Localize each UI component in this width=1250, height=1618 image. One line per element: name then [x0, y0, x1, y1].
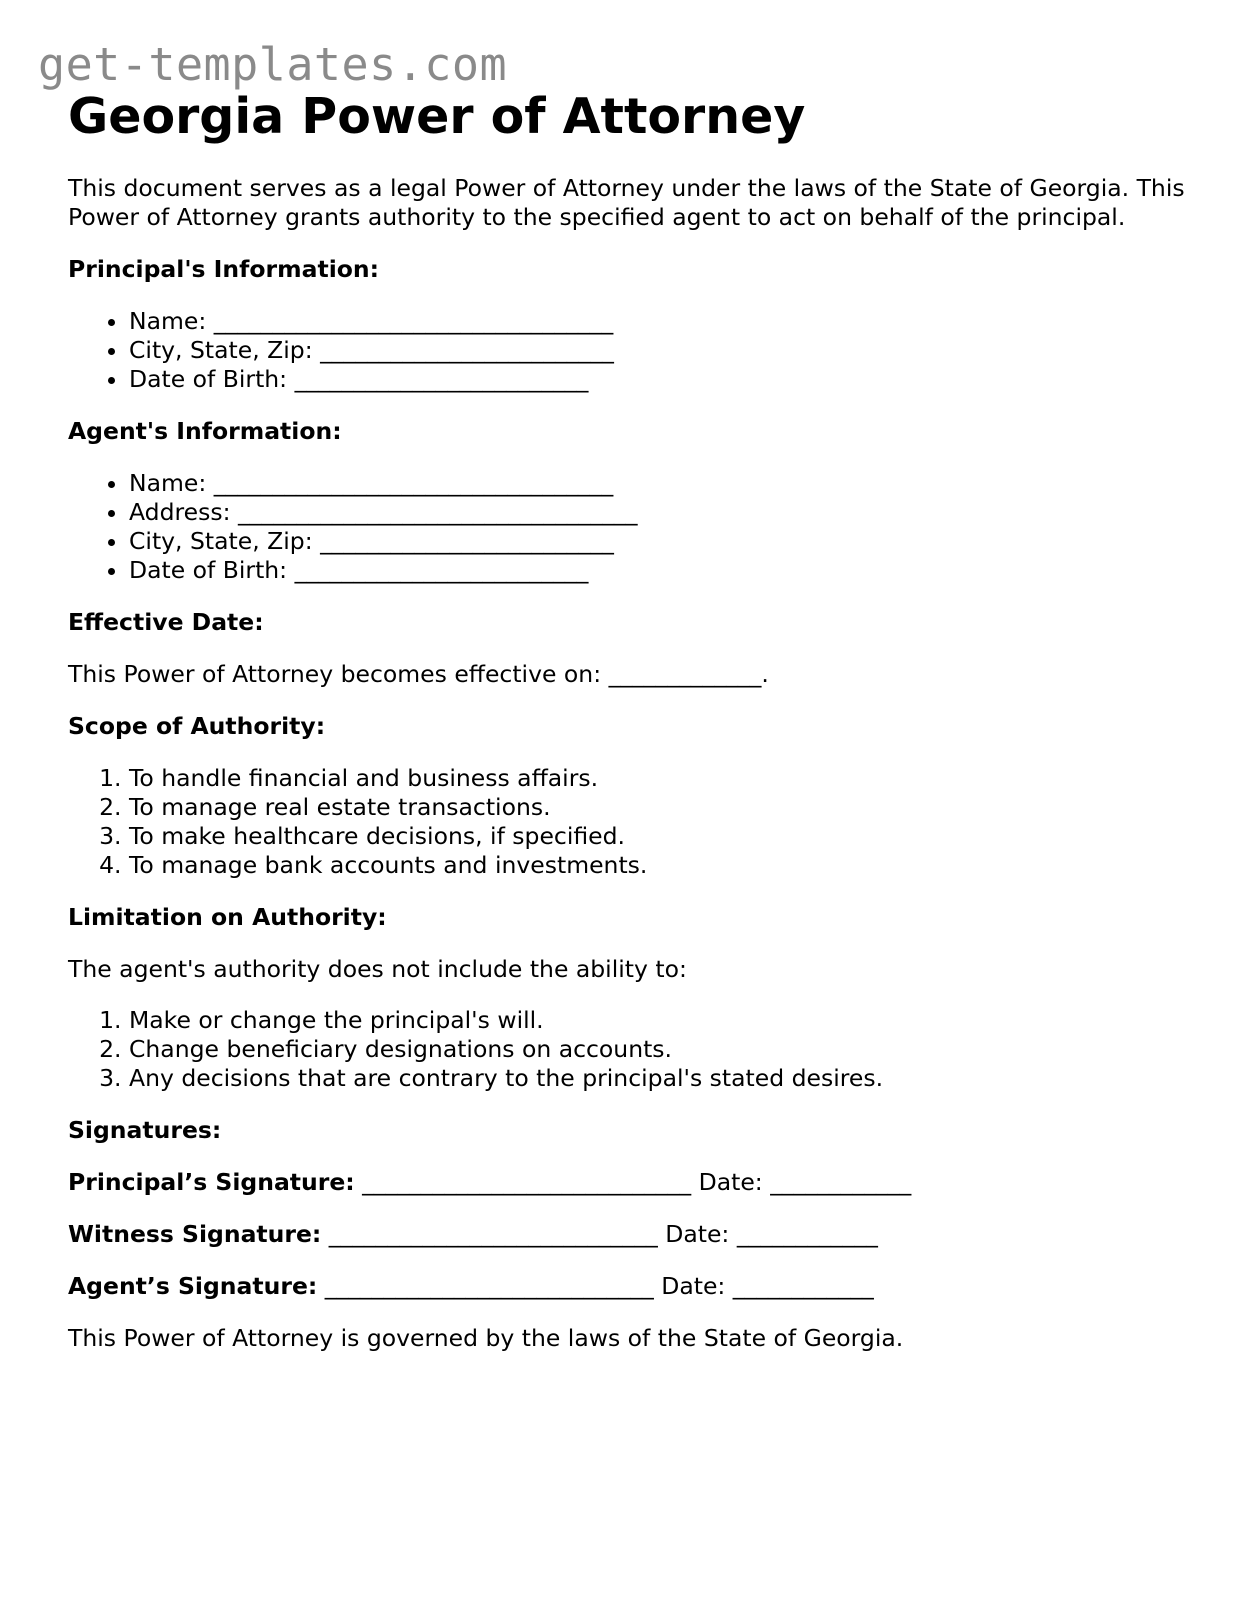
limitation-item: 1. Make or change the principal's will.: [129, 1006, 1218, 1035]
document: [68, 84, 1218, 1353]
limitation-item: 3. Any decisions that are contrary to the principal's stated desires.: [129, 1064, 1218, 1093]
principal-heading: Principal's Information:: [68, 255, 380, 283]
agent-dob-field: • Date of Birth: _________________________: [129, 556, 1218, 585]
principal-signature-label: Principal’s Signature:: [68, 1168, 355, 1196]
principal-city-field: • City, State, Zip: _________________________: [129, 336, 1218, 365]
effective-date-heading: Effective Date:: [68, 608, 264, 636]
document-title: Georgia Power of Attorney: [68, 88, 806, 145]
scope-item: 2. To manage real estate transactions.: [129, 793, 1218, 822]
limitation-heading: Limitation on Authority:: [68, 903, 387, 931]
limitation-item: 2. Change beneficiary designations on accounts.: [129, 1035, 1218, 1064]
limitation-text: The agent's authority does not include the ability to:: [68, 955, 687, 983]
scope-heading: Scope of Authority:: [68, 712, 326, 740]
witness-signature-label: Witness Signature:: [68, 1220, 322, 1248]
scope-item: 4. To manage bank accounts and investments.: [129, 851, 1218, 880]
agent-signature-blank: ____________________________ Date: ____________: [317, 1272, 874, 1300]
principal-dob-field: • Date of Birth: _________________________: [129, 365, 1218, 394]
witness-signature-blank: ____________________________ Date: ____________: [321, 1220, 878, 1248]
principal-name-field: • Name: __________________________________: [129, 307, 1218, 336]
agent-name-field: • Name: __________________________________: [129, 469, 1218, 498]
watermark: get-templates.com: [38, 38, 508, 91]
scope-item: 3. To make healthcare decisions, if specified.: [129, 822, 1218, 851]
agent-signature-label: Agent’s Signature:: [68, 1272, 318, 1300]
agent-signature-line: [68, 1272, 1218, 1301]
governing-law-text: This Power of Attorney is governed by the laws of the State of Georgia.: [68, 1324, 904, 1352]
scope-item: 1. To handle financial and business affairs.: [129, 764, 1218, 793]
agent-address-field: • Address: __________________________________: [129, 498, 1218, 527]
scope-list: [68, 764, 1218, 880]
principal-signature-line: [68, 1168, 1218, 1197]
effective-date-text: This Power of Attorney becomes effective on: _____________.: [68, 660, 769, 688]
agent-fields: [68, 469, 1218, 585]
agent-heading: Agent's Information:: [68, 417, 342, 445]
intro-paragraph: This document serves as a legal Power of Attorney under the laws of the State of Georgia. This Power of Attorney grants authority to the specified agent to act on behalf of the principal.: [68, 174, 1185, 231]
principal-fields: [68, 307, 1218, 394]
signatures-heading: Signatures:: [68, 1116, 222, 1144]
principal-signature-blank: ____________________________ Date: ____________: [354, 1168, 912, 1196]
limitation-list: [68, 1006, 1218, 1093]
agent-city-field: • City, State, Zip: _________________________: [129, 527, 1218, 556]
witness-signature-line: [68, 1220, 1218, 1249]
